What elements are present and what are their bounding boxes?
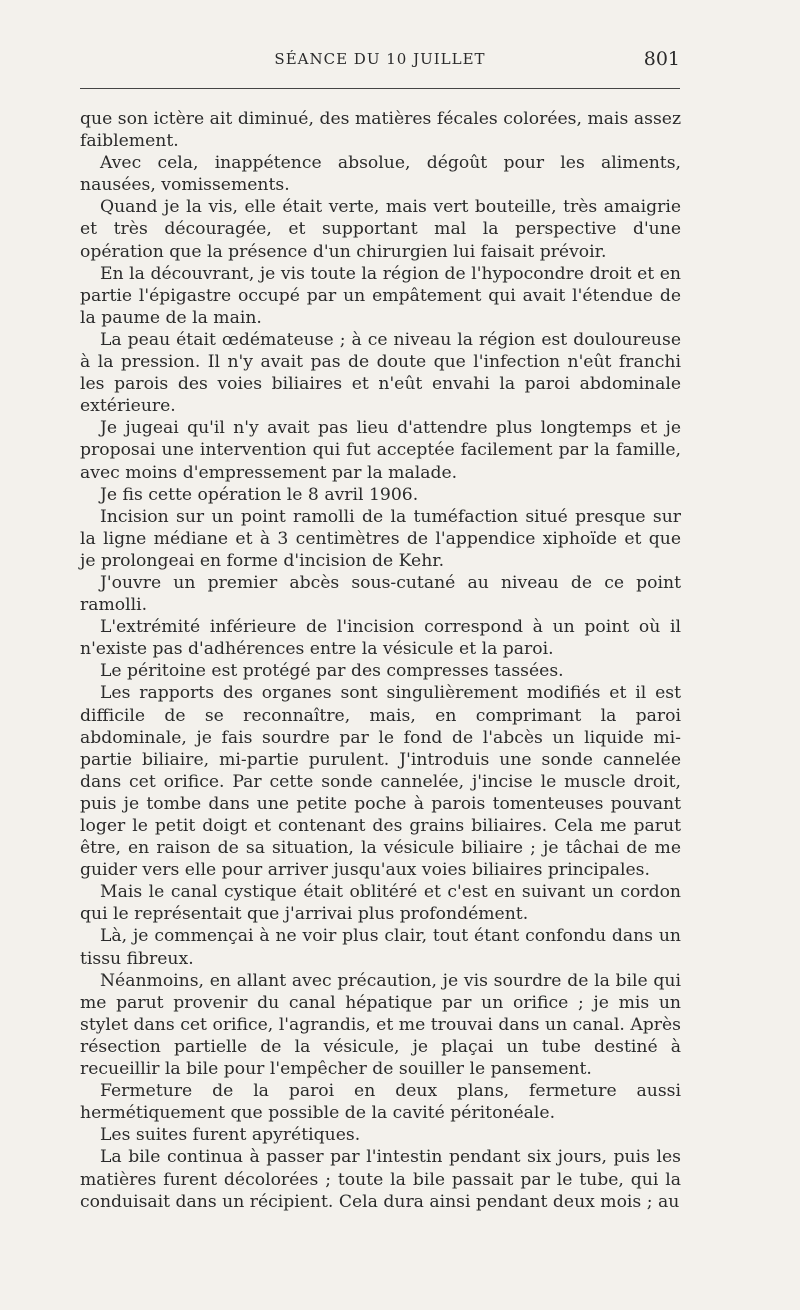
paragraph: Là, je commençai à ne voir plus clair, tout étant confondu dans un tissu fibreux. [80,926,681,969]
page-header [80,48,680,74]
paragraph: En la découvrant, je vis toute la région de l'hypocondre droit et en partie l'épigastre occupé par un empâtement qui avait l'étendue de la paume de la main. [80,263,681,328]
paragraph: Néanmoins, en allant avec précaution, je vis sourdre de la bile qui me parut provenir du canal hépatique par un orifice ; je mis un stylet dans cet orifice, l'agrandis, et me trouvai dans un canal. Après résection partielle de la vésicule, je plaçai un tube destiné à recueillir la bile pour l'empêcher de souiller le pansement. [80,970,681,1080]
running-head: SÉANCE DU 10 JUILLET [274,50,486,68]
paragraph: Le péritoine est protégé par des compresses tassées. [100,661,564,682]
paragraph: Je fis cette opération le 8 avril 1906. [100,484,419,505]
paragraph: Mais le canal cystique était oblitéré et c'est en suivant un cordon qui le représentait que j'arrivai plus profondément. [80,882,681,925]
paragraph: La peau était œdémateuse ; à ce niveau la région est douloureuse à la pression. Il n'y avait pas de doute que l'infection n'eût franchi les parois des voies biliaires et n'eût envahi la paroi abdominale extérieure. [80,329,681,417]
page-number: 801 [643,48,680,70]
paragraph: Les rapports des organes sont singulièrement modifiés et il est difficile de se reconnaître, mais, en comprimant la paroi abdominale, je fais sourdre par le fond de l'abcès un liquide mi-partie biliaire, mi-partie purulent. J'introduis une sonde cannelée dans cet orifice. Par cette sonde cannelée, j'incise le muscle droit, puis je tombe dans une petite poche à parois tomenteuses pouvant loger le petit doigt et contenant des grains biliaires. Cela me parut être, en raison de sa situation, la vésicule biliaire ; je tâchai de me guider vers elle pour arriver jusqu'aux voies biliaires principales. [80,683,681,881]
paragraph: Je jugeai qu'il n'y avait pas lieu d'attendre plus longtemps et je proposai une intervention qui fut acceptée facilement par la famille, avec moins d'empressement par la malade. [80,418,681,483]
paragraph: Incision sur un point ramolli de la tuméfaction situé presque sur la ligne médiane et à 3 centimètres de l'appendice xiphoïde et que je prolongeai en forme d'incision de Kehr. [80,506,681,571]
paragraph: Les suites furent apyrétiques. [100,1125,361,1146]
paragraph: Quand je la vis, elle était verte, mais vert bouteille, très amaigrie et très découragée, et supportant mal la perspective d'une opération que la présence d'un chirurgien lui faisait prévoir. [80,197,681,262]
paragraph: que son ictère ait diminué, des matières fécales colorées, mais assez faiblement. [80,109,681,152]
header-rule [80,88,680,89]
paragraph: J'ouvre un premier abcès sous-cutané au niveau de ce point ramolli. [80,572,681,616]
body-text [80,108,681,1213]
paragraph: Avec cela, inappétence absolue, dégoût pour les aliments, nausées, vomissements. [80,153,681,196]
paragraph: L'extrémité inférieure de l'incision correspond à un point où il n'existe pas d'adhérences entre la vésicule et la paroi. [80,617,681,660]
paragraph: Fermeture de la paroi en deux plans, fermeture aussi hermétiquement que possible de la cavité péritonéale. [80,1081,681,1124]
paragraph: La bile continua à passer par l'intestin pendant six jours, puis les matières furent décolorées ; toute la bile passait par le tube, qui la conduisait dans un récipient. Cela dura ainsi pendant deux mois ; au [80,1147,681,1212]
